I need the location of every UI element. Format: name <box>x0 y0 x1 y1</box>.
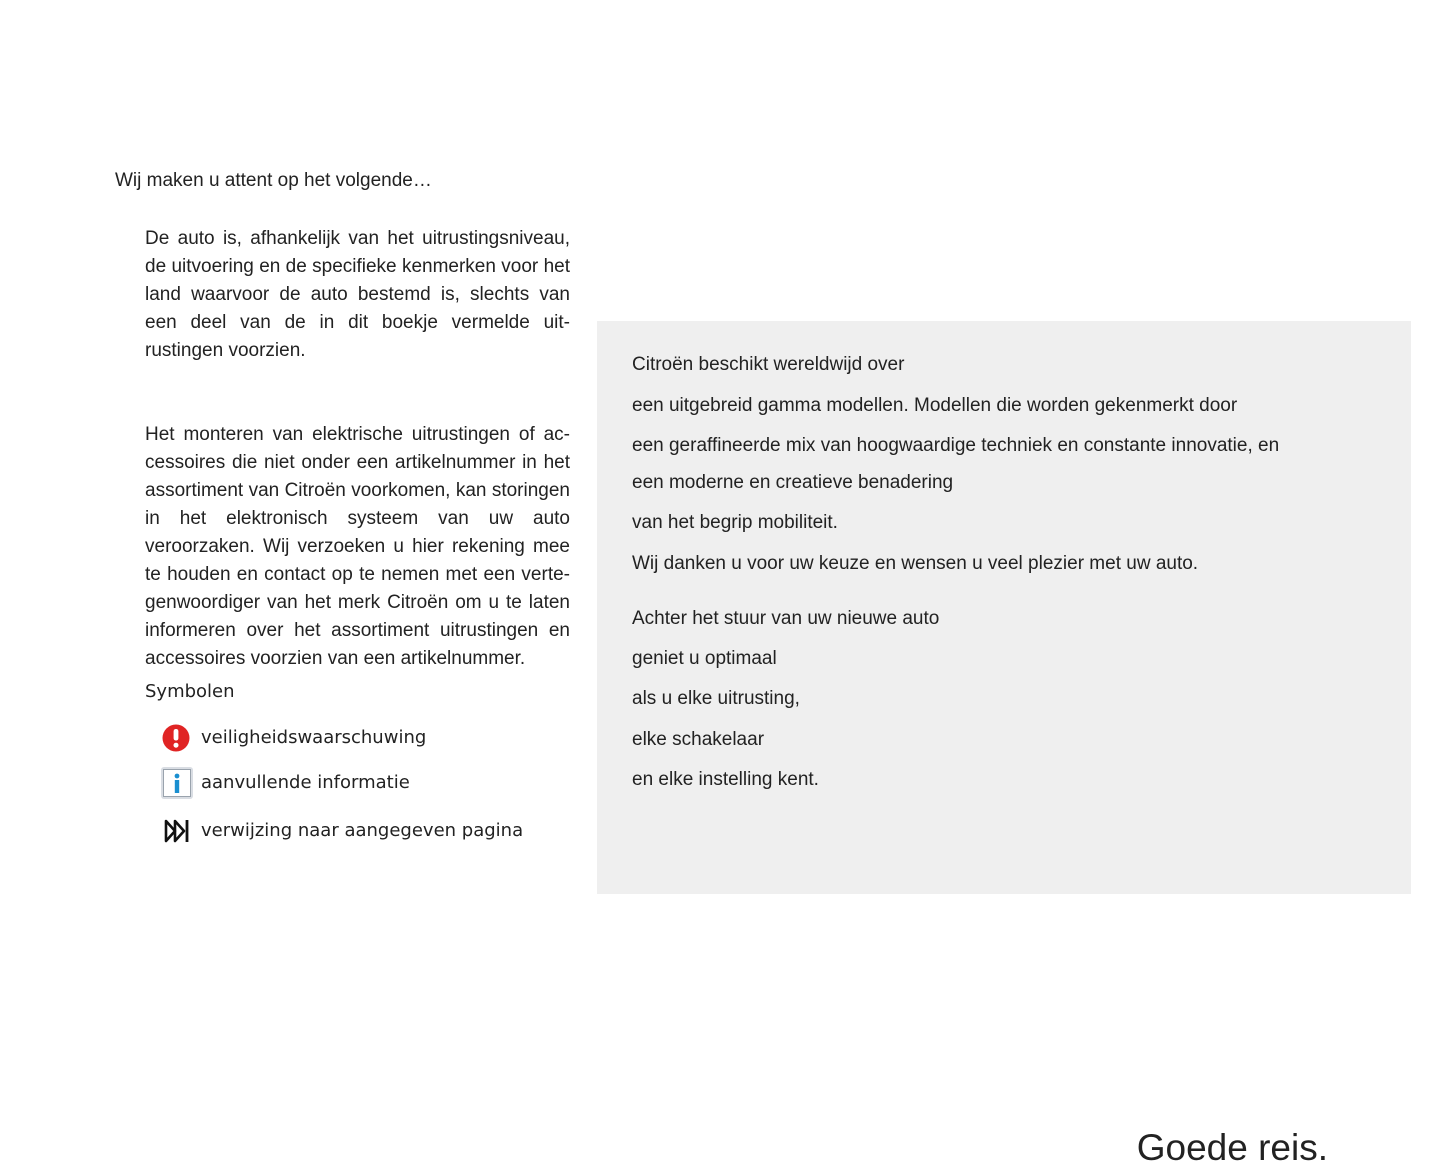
symbol-row-page-reference <box>160 814 580 848</box>
warning-symbol-label: veiligheidswaarschuwing <box>201 727 427 748</box>
warning-icon <box>160 721 194 755</box>
welcome-line: elke schakelaar <box>632 729 765 750</box>
closing-greeting: Goede reis. <box>1136 1127 1328 1168</box>
page-reference-icon <box>160 814 194 848</box>
welcome-line: geniet u optimaal <box>632 648 777 669</box>
info-icon <box>160 766 194 800</box>
welcome-line: een uitgebreid gamma modellen. Modellen die worden gekenmerkt door <box>632 395 1238 416</box>
welcome-line: van het begrip mobiliteit. <box>632 512 838 533</box>
intro-text: Wij maken u attent op het volgende… <box>115 170 432 191</box>
welcome-line: een geraffineerde mix van hoogwaardige techniek en constante innovatie, en <box>632 435 1280 456</box>
welcome-panel <box>597 321 1411 1168</box>
equipment-notice-paragraph: De auto is, afhankelijk van het uitrustingsniveau, de uitvoering en de specifieke kenmerken voor het land waarvoor de auto bestemd is, slechts van een deel van de in dit boekje vermelde uitrustingen voorzien. <box>145 228 570 361</box>
symbols-heading: Symbolen <box>145 681 235 702</box>
welcome-line: als u elke uitrusting, <box>632 688 800 709</box>
symbol-row-warning <box>160 721 580 755</box>
welcome-line: Wij danken u voor uw keuze en wensen u veel plezier met uw auto. <box>632 553 1199 574</box>
symbol-row-info <box>160 766 580 800</box>
welcome-line: en elke instelling kent. <box>632 769 819 790</box>
welcome-line: Achter het stuur van uw nieuwe auto <box>632 608 940 629</box>
accessories-notice-paragraph: Het monteren van elektrische uitrustingen of accessoires die niet onder een artikelnummer in het assortiment van Citroën voorkomen, kan storingen in het elektronisch systeem van uw auto veroorzaken. Wij verzoeken u hier rekening mee te houden en contact op te nemen met een vertegenwoordiger van het merk Citroën om u te laten informeren over het assortiment uitrustingen en accessoires voorzien van een artikelnummer. <box>145 424 570 669</box>
info-symbol-label: aanvullende informatie <box>201 772 410 793</box>
page-reference-symbol-label: verwijzing naar aangegeven pagina <box>201 820 524 841</box>
welcome-line: Citroën beschikt wereldwijd over <box>632 354 905 375</box>
welcome-line: een moderne en creatieve benadering <box>632 472 954 493</box>
